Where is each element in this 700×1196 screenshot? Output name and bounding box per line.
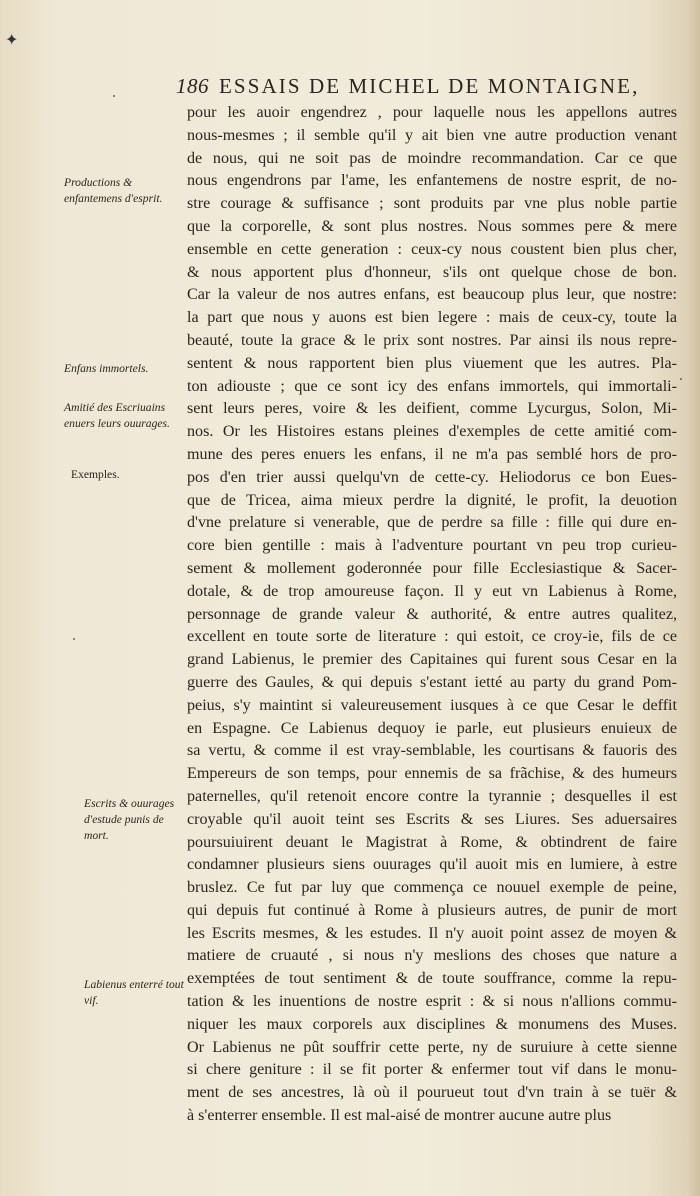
margin-note: Amitié des Escriuains enuers leurs ouurages. <box>64 401 170 430</box>
text-line: Empereurs de son temps, pour ennemis de sa frãchise, & des humeurs <box>187 765 677 783</box>
text-line: sent leurs peres, voire & les deifient, comme Lycurgus, Solon, Mi- <box>187 400 677 418</box>
page-number: 186 <box>176 74 209 98</box>
text-line: les Escrits mesmes, & les estudes. Il n'y auoit point assez de moyen & <box>187 924 677 942</box>
text-line: beauté, toute la grace & le prix sont nostres. Par ainsi ils nous repre- <box>187 331 677 349</box>
text-line: dotale, & de trop amoureuse façon. Il y eut vn Labienus à Rome, <box>187 582 677 600</box>
speck <box>73 638 75 640</box>
text-line: en Espagne. Ce Labienus dequoy ie parle, eut plusieurs enuieux de <box>187 719 677 737</box>
text-line: guerre des Gaules, & qui depuis s'estant ietté au party du grand Pom- <box>187 673 677 691</box>
text-line: Car la valeur de nos autres enfans, est beaucoup plus leur, que nostre: <box>187 286 677 304</box>
text-line: que de Tricea, aima mieux perdre la dignité, le profit, la deuotion <box>187 491 677 509</box>
bug-mark-icon: ✦ <box>5 30 19 49</box>
text-line: pos d'en trier aussi quelqu'vn de cette-cy. Heliodorus ce bon Eues- <box>187 468 677 486</box>
text-line: nous engendrons par l'ame, les enfantemens de nostre esprit, de no- <box>187 172 677 190</box>
text-line: ton adiouste ; que ce sont icy des enfans immortels, qui immortali- <box>187 377 677 395</box>
text-line: nos. Or les Histoires estans pleines d'exemples de cette amitié com- <box>187 423 677 441</box>
running-title: ESSAIS DE MICHEL DE MONTAIGNE, <box>219 74 640 98</box>
text-line: stre courage & suffisance ; sont produits par vne plus noble partie <box>187 195 677 213</box>
speck <box>113 95 115 97</box>
text-line: core bien gentille : mais à l'adventure pourtant vn peu trop curieu- <box>187 537 677 555</box>
text-line: grand Labienus, le premier des Capitaines qui furent sous Cesar en la <box>187 651 677 669</box>
text-line: bruslez. Ce fut par luy que commença ce nouuel exemple de peine, <box>187 879 677 897</box>
text-line: de nous, qui ne soit pas de moindre recommandation. Car ce que <box>187 149 677 167</box>
text-line: ment de ses ancestres, là où il pourueut tout d'vn train à se tuër & <box>187 1084 677 1102</box>
text-line: ensemble en cette generation : ceux-cy nous coustent bien plus cher, <box>187 240 677 258</box>
margin-note: Labienus enterré tout vif. <box>84 978 184 1007</box>
text-line: sentent & nous rapportent bien plus viuement que les autres. Pla- <box>187 354 677 372</box>
text-line: Or Labienus ne pût souffrir cette perte, ny de suruiure à cette sienne <box>187 1038 677 1056</box>
running-head <box>176 74 676 98</box>
margin-note: Escrits & ouurages d'estude punis de mort. <box>84 797 175 842</box>
text-line: que la corporelle, & sont plus nostres. Nous sommes pere & mere <box>187 217 677 235</box>
margin-note: Productions & enfantemens d'esprit. <box>64 176 163 205</box>
text-line: croyable qu'il auoit teint ses Escrits & ses Liures. Ses aduersaires <box>187 810 677 828</box>
text-line: d'vne prelature si venerable, que de perdre sa fille : fille qui dure en- <box>187 514 677 532</box>
text-line: peius, s'y maintint si valeureusement iusques à ce que Cesar le deffit <box>187 696 677 714</box>
text-line: excellent en toute sorte de literature : qui estoit, ce croy-ie, fils de ce <box>187 628 677 646</box>
text-line: à s'enterrer ensemble. Il est mal-aisé de montrer aucune autre plus <box>187 1107 612 1125</box>
text-line: personnage de grande valeur & authorité, & entre autres qualitez, <box>187 605 677 623</box>
text-line: la part que nous y auons est bien legere : mais de ceux-cy, toute la <box>187 309 677 327</box>
speck <box>680 378 682 380</box>
page-edge <box>686 0 700 1196</box>
text-line: exemptées de tout sentiment & de toute souffrance, comme la repu- <box>187 970 677 988</box>
text-line: tation & les inuentions de nostre esprit : & si nous n'allions commu- <box>187 993 677 1011</box>
text-line: matiere de cruauté , si nous n'y meslions des choses que nature a <box>187 947 677 965</box>
text-line: condamner plusieurs siens ouurages qu'il auoit mis en lumiere, à estre <box>187 856 677 874</box>
margin-note: Enfans immortels. <box>64 362 149 375</box>
text-line: mune des peres enuers les enfans, il ne m'a pas semblé hors de pro- <box>187 445 677 463</box>
body-text <box>187 102 677 1128</box>
text-line: sa vertu, & comme il est vray-semblable, les courtisans & fauoris des <box>187 742 677 760</box>
text-line: sement & mollement goderonnée pour fille Ecclesiastique & Sacer- <box>187 559 677 577</box>
margin-note: Exemples. <box>71 468 120 481</box>
text-line: si chere geniture : il se fit porter & enfermer tout vif dans le monu- <box>187 1061 677 1079</box>
text-line: & nous apportent plus d'honneur, s'ils ont quelque chose de bon. <box>187 263 677 281</box>
text-line: poursuiuirent deuant le Magistrat à Rome, & obtindrent de faire <box>187 833 677 851</box>
text-line: nous-mesmes ; il semble qu'il y ait bien vne autre production venant <box>187 126 677 144</box>
text-line: niquer les maux corporels aux disciplines & monumens des Muses. <box>187 1015 677 1033</box>
text-line: pour les auoir engendrez , pour laquelle nous les appellons autres <box>187 104 677 121</box>
text-line: paternelles, qu'il retenoit encore contre la tyrannie ; desquelles il est <box>187 787 677 805</box>
text-line: qui depuis fut continué à Rome à plusieurs autres, de punir de mort <box>187 901 677 919</box>
